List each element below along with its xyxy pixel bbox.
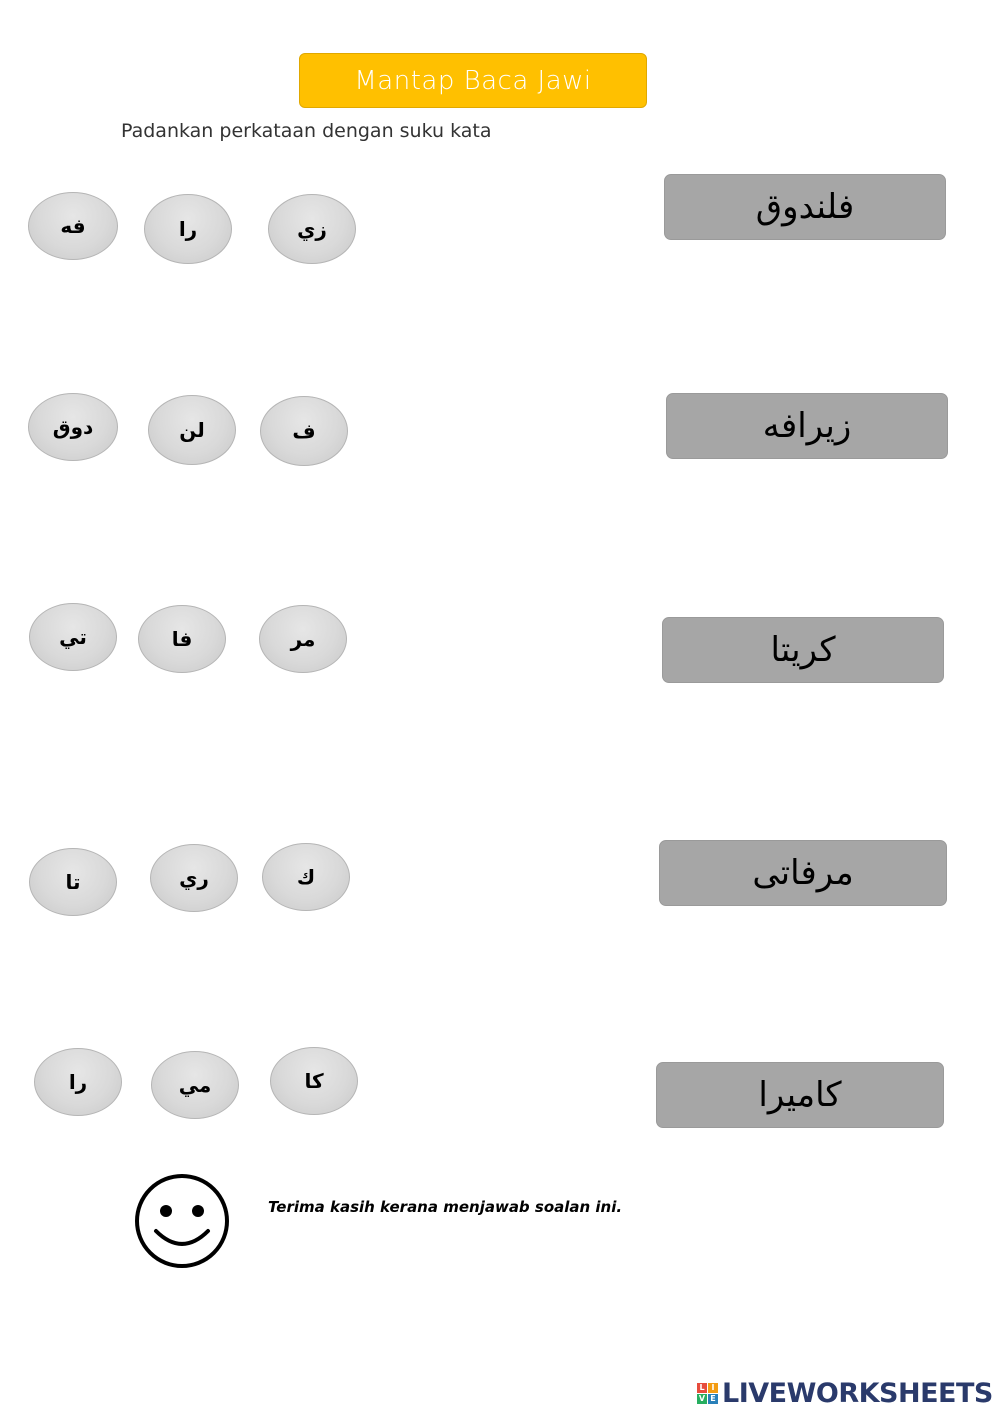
syllable-bubble[interactable]: تي (29, 603, 117, 671)
syllable-bubble[interactable]: لن (148, 395, 236, 465)
syllable-bubble[interactable]: زي (268, 194, 356, 264)
brand-name: LIVEWORKSHEETS (722, 1377, 993, 1409)
word-target-box[interactable]: مرفاتى (659, 840, 947, 906)
syllable-bubble[interactable]: را (144, 194, 232, 264)
liveworksheets-brand (697, 1376, 993, 1410)
word-target-box[interactable]: فلندوق (664, 174, 946, 240)
syllable-bubble[interactable]: ف (260, 396, 348, 466)
syllable-bubble[interactable]: تا (29, 848, 117, 916)
thank-you-text: Terima kasih kerana menjawab soalan ini. (268, 1198, 623, 1216)
word-target-box[interactable]: كاميرا (656, 1062, 944, 1128)
word-target-box[interactable]: زيرافه (666, 393, 948, 459)
syllable-bubble[interactable]: مر (259, 605, 347, 673)
syllable-bubble[interactable]: فا (138, 605, 226, 673)
syllable-bubble[interactable]: ك (262, 843, 350, 911)
syllable-bubble[interactable]: را (34, 1048, 122, 1116)
syllable-bubble[interactable]: كا (270, 1047, 358, 1115)
syllable-bubble[interactable]: ري (150, 844, 238, 912)
word-target-box[interactable]: كريتا (662, 617, 944, 683)
syllable-bubble[interactable]: دوق (28, 393, 118, 461)
liveworksheets-logo-icon: L I V E (697, 1383, 718, 1404)
instruction-text: Padankan perkataan dengan suku kata (121, 120, 492, 142)
smiley-face-icon (134, 1173, 230, 1269)
syllable-bubble[interactable]: مي (151, 1051, 239, 1119)
worksheet-title: Mantap Baca Jawi (299, 53, 647, 108)
syllable-bubble[interactable]: فه (28, 192, 118, 260)
